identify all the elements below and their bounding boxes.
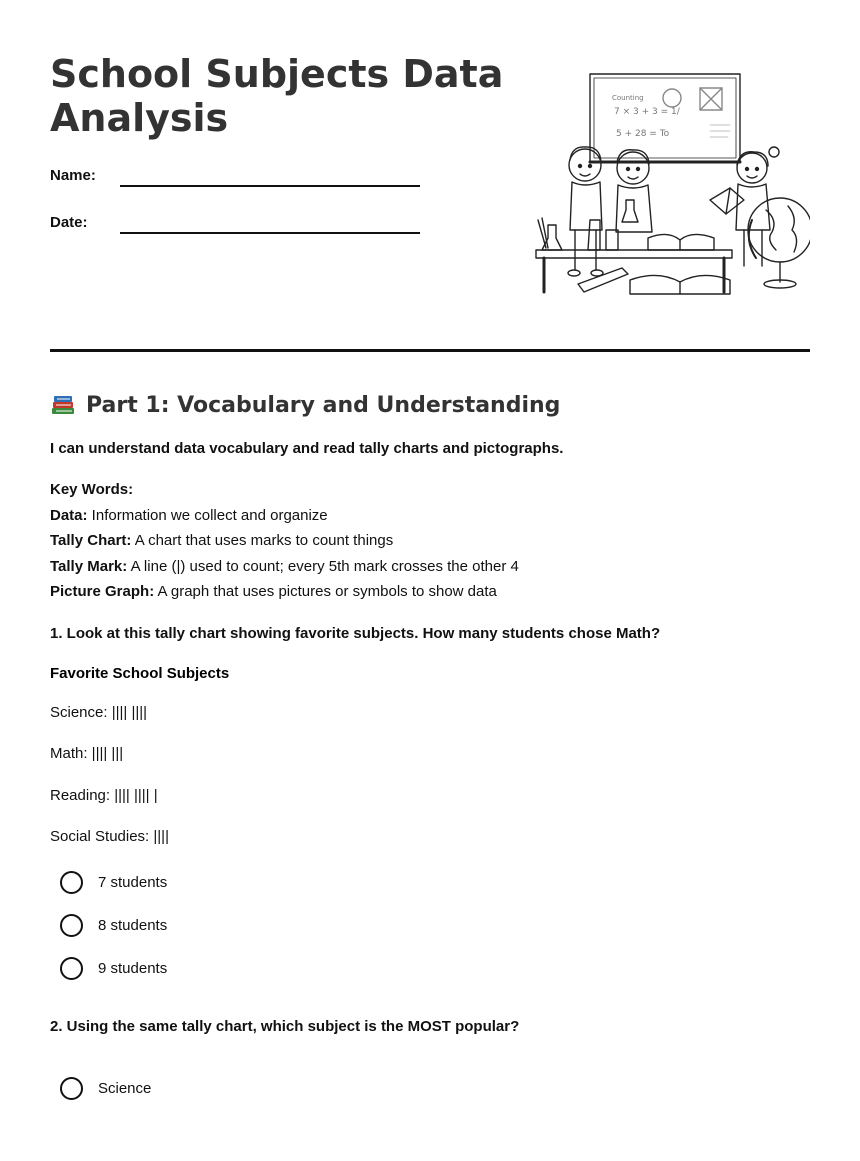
tally-row-reading: Reading: |||| |||| | [50, 786, 158, 804]
part1-title: Part 1: Vocabulary and Understanding [86, 392, 561, 418]
radio-button[interactable] [60, 871, 83, 894]
q1-option-9[interactable] [60, 956, 810, 980]
q1-option-8[interactable] [60, 913, 810, 937]
tally-row-math: Math: |||| ||| [50, 745, 124, 762]
board-text-3: 5 + 28 = To [616, 129, 670, 139]
option-label: 7 students [98, 873, 168, 891]
part1-section [50, 388, 810, 1119]
option-label: 9 students [98, 959, 168, 977]
board-text-2: 7 × 3 + 3 = 1/ [614, 107, 680, 117]
beaker-2 [588, 220, 600, 250]
key-word-picture-graph: Picture Graph: A graph that uses pictures or symbols to show data [50, 583, 497, 600]
board-text-1: Counting [612, 94, 644, 102]
learning-objective: I can understand data vocabulary and read tally charts and pictographs. [50, 440, 564, 457]
tally-row-social-studies: Social Studies: |||| [50, 828, 169, 845]
date-label: Date: [50, 214, 88, 231]
q1-option-7[interactable] [60, 870, 810, 894]
question-1-options [50, 870, 810, 980]
key-word-tally-chart: Tally Chart: A chart that uses marks to count things [50, 532, 394, 549]
classroom-illustration [530, 70, 810, 300]
key-word-data: Data: Information we collect and organize [50, 506, 328, 524]
name-label: Name: [50, 167, 96, 184]
blackboard [590, 74, 740, 162]
part1-heading [50, 388, 810, 422]
worksheet-header [50, 52, 810, 312]
page-title: School Subjects Data Analysis [50, 52, 504, 140]
date-field[interactable] [50, 214, 430, 244]
option-label: 8 students [98, 916, 168, 934]
name-line[interactable] [120, 185, 420, 187]
desk [536, 250, 732, 258]
q2-option-science[interactable] [60, 1076, 810, 1100]
books-icon [50, 393, 76, 417]
option-label: Science [98, 1079, 152, 1097]
radio-button[interactable] [60, 914, 83, 937]
question-2-options [50, 1076, 810, 1100]
date-line[interactable] [120, 232, 420, 234]
question-1: 1. Look at this tally chart showing favorite subjects. How many students chose Math? [50, 624, 661, 642]
key-words-heading: Key Words: [50, 481, 134, 498]
key-word-tally-mark: Tally Mark: A line (|) used to count; every 5th mark crosses the other 4 [50, 557, 519, 575]
desk-book [648, 234, 714, 250]
question-2: 2. Using the same tally chart, which subject is the MOST popular? [50, 1018, 520, 1035]
name-field[interactable] [50, 167, 430, 197]
tally-chart-title: Favorite School Subjects [50, 664, 230, 682]
tally-chart [50, 704, 810, 849]
key-words-box [50, 477, 810, 605]
tally-row-science: Science: |||| |||| [50, 703, 148, 721]
header-divider [50, 349, 810, 352]
radio-button[interactable] [60, 1077, 83, 1100]
radio-button[interactable] [60, 957, 83, 980]
